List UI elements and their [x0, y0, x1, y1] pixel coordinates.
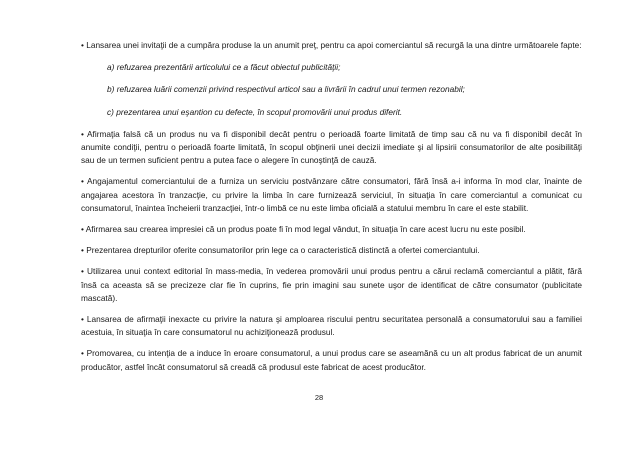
paragraph-inexact-risk-claims: • Lansarea de afirmaţii inexacte cu privire la natura şi amploarea riscului pentru securitatea personală a consumatorului sau a familiei acestuia, în situaţia în care consumatorul nu achiziţionează produsul.	[81, 314, 582, 338]
list-item-c	[81, 106, 582, 119]
paragraph-editorial-context: • Utilizarea unui context editorial în mass-media, în vederea promovării unui produs pentru a cărui reclamă comerciantul a plătit, fără însă ca aceasta să se precizeze clar fie în cuprins, fie prin imagini sau sunete uşor de identificat de către consumator (publicitate mascată).	[81, 266, 582, 303]
paragraph-legal-sale-impression: • Afirmarea sau crearea impresiei că un produs poate fi în mod legal vândut, în situaţia în care acest lucru nu este posibil.	[81, 224, 526, 235]
list-marker-a: a)	[107, 62, 115, 73]
list-item-a	[81, 61, 582, 74]
document-page	[81, 39, 582, 382]
list-text-c: prezentarea unui eşantion cu defecte, în scopul promovării unui produs diferit.	[116, 106, 403, 117]
list-item-b	[81, 83, 582, 96]
paragraph-misleading-similar-product: • Promovarea, cu intenţia de a induce în eroare consumatorul, a unui produs care se aseamănă cu un alt produs fabricat de un anumit producător, astfel încât consumatorul să creadă că produsul este fabricat de acest producător.	[81, 348, 582, 372]
paragraph-invitation-to-purchase: • Lansarea unei invitaţii de a cumpăra produse la un anumit preţ, pentru ca apoi comerciantul să recurgă la una dintre următoarele fapte:	[81, 40, 582, 50]
page-number: 28	[314, 393, 324, 402]
list-marker-c: c)	[107, 106, 114, 117]
list-text-b: refuzarea luării comenzii privind respectivul articol sau a livrării în cadrul unui termen rezonabil;	[116, 84, 465, 95]
paragraph-after-sales-service: • Angajamentul comerciantului de a furniza un serviciu postvânzare către consumatori, fără însă a-i informa în mod clar, înainte de angajarea acestora în tranzacţie, cu privire la limba în care furnizează serviciul, în situaţia în care comerciantul a comunicat cu consumatorul, înaintea încheierii tranzacţiei, într-o limbă ce nu este limba oficială a statului membru în care el este stabilit.	[81, 176, 582, 213]
paragraph-false-availability: • Afirmaţia falsă că un produs nu va fi disponibil decât pentru o perioadă foarte limitată de timp sau că nu va fi disponibil decât în anumite condiţii, pentru o perioadă foarte limitată, în scopul obţinerii unei decizii imediate şi al lipsirii consumatorilor de alte posibilităţi sau de un termen suficient pentru a putea face o alegere în cunoştinţă de cauză.	[81, 128, 582, 166]
paragraph-consumer-rights: • Prezentarea drepturilor oferite consumatorilor prin lege ca o caracteristică distinctă a ofertei comerciantului.	[81, 245, 480, 256]
list-marker-b: b)	[107, 84, 115, 95]
list-text-a: refuzarea prezentării articolului ce a făcut obiectul publicităţii;	[116, 62, 341, 73]
